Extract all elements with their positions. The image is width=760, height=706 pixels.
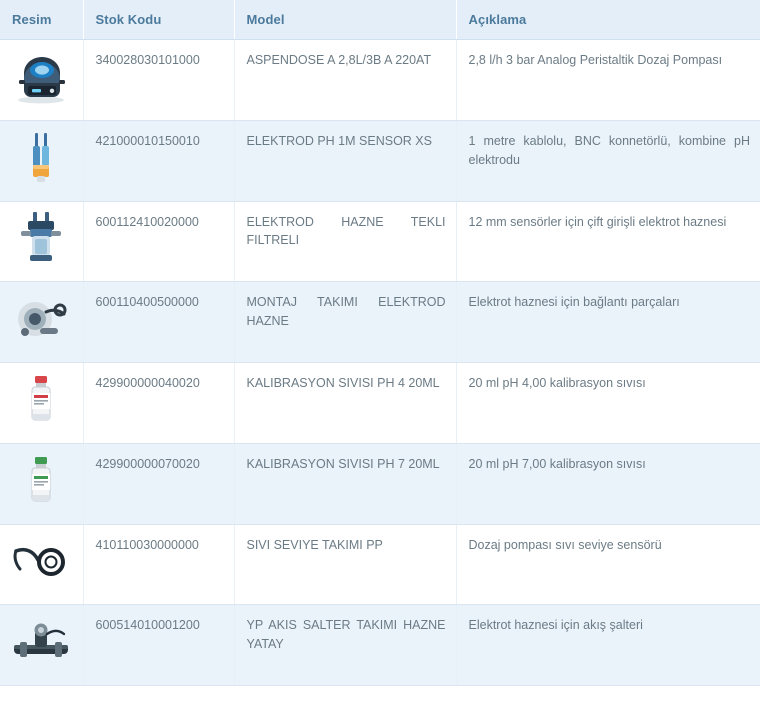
- product-description: 1 metre kablolu, BNC konnetörlü, kombine pH elektrodu: [456, 120, 760, 201]
- ph-electrode-icon: [8, 127, 74, 189]
- product-code: 429900000070020: [83, 443, 234, 524]
- product-image-cell: [0, 282, 83, 363]
- column-header-image: Resim: [0, 0, 83, 40]
- table-header-row: [0, 0, 760, 40]
- table-row: [0, 524, 760, 605]
- product-model: KALIBRASYON SIVISI PH 7 20ML: [234, 443, 456, 524]
- product-image-cell: [0, 524, 83, 605]
- table-row: [0, 120, 760, 201]
- mounting-kit-icon: [8, 288, 74, 350]
- product-code: 600110400500000: [83, 282, 234, 363]
- electrode-housing-icon: [8, 208, 74, 270]
- table-row: [0, 40, 760, 121]
- flow-switch-icon: [8, 611, 74, 673]
- table-row: [0, 363, 760, 444]
- column-header-model: Model: [234, 0, 456, 40]
- product-code: 600112410020000: [83, 201, 234, 282]
- product-description: Dozaj pompası sıvı seviye sensörü: [456, 524, 760, 605]
- product-image-cell: [0, 363, 83, 444]
- product-description: Elektrot haznesi için akış şalteri: [456, 605, 760, 686]
- table-row: [0, 443, 760, 524]
- product-description: 12 mm sensörler için çift girişli elektrot haznesi: [456, 201, 760, 282]
- product-code: 340028030101000: [83, 40, 234, 121]
- product-image-cell: [0, 605, 83, 686]
- product-model: KALIBRASYON SIVISI PH 4 20ML: [234, 363, 456, 444]
- calibration-bottle-ph4-icon: [8, 369, 74, 431]
- product-description: Elektrot haznesi için bağlantı parçaları: [456, 282, 760, 363]
- product-image-cell: [0, 120, 83, 201]
- column-header-code: Stok Kodu: [83, 0, 234, 40]
- product-description: 2,8 l/h 3 bar Analog Peristaltik Dozaj Pompası: [456, 40, 760, 121]
- product-image-cell: [0, 40, 83, 121]
- product-model: ASPENDOSE A 2,8L/3B A 220AT: [234, 40, 456, 121]
- product-image-cell: [0, 201, 83, 282]
- product-model: MONTAJ TAKIMI ELEKTROD HAZNE: [234, 282, 456, 363]
- product-code: 600514010001200: [83, 605, 234, 686]
- calibration-bottle-ph7-icon: [8, 450, 74, 512]
- table-row: [0, 201, 760, 282]
- product-model: ELEKTROD HAZNE TEKLI FILTRELI: [234, 201, 456, 282]
- table-header: [0, 0, 760, 40]
- product-model: ELEKTROD PH 1M SENSOR XS: [234, 120, 456, 201]
- table-row: [0, 282, 760, 363]
- column-header-description: Açıklama: [456, 0, 760, 40]
- table-row: [0, 605, 760, 686]
- table-body: [0, 40, 760, 686]
- product-model: YP AKIS SALTER TAKIMI HAZNE YATAY: [234, 605, 456, 686]
- product-code: 410110030000000: [83, 524, 234, 605]
- product-description: 20 ml pH 4,00 kalibrasyon sıvısı: [456, 363, 760, 444]
- product-image-cell: [0, 443, 83, 524]
- dosing-pump-icon: [8, 46, 74, 108]
- product-code: 421000010150010: [83, 120, 234, 201]
- product-description: 20 ml pH 7,00 kalibrasyon sıvısı: [456, 443, 760, 524]
- product-code: 429900000040020: [83, 363, 234, 444]
- product-model: SIVI SEVIYE TAKIMI PP: [234, 524, 456, 605]
- level-switch-icon: [8, 531, 74, 593]
